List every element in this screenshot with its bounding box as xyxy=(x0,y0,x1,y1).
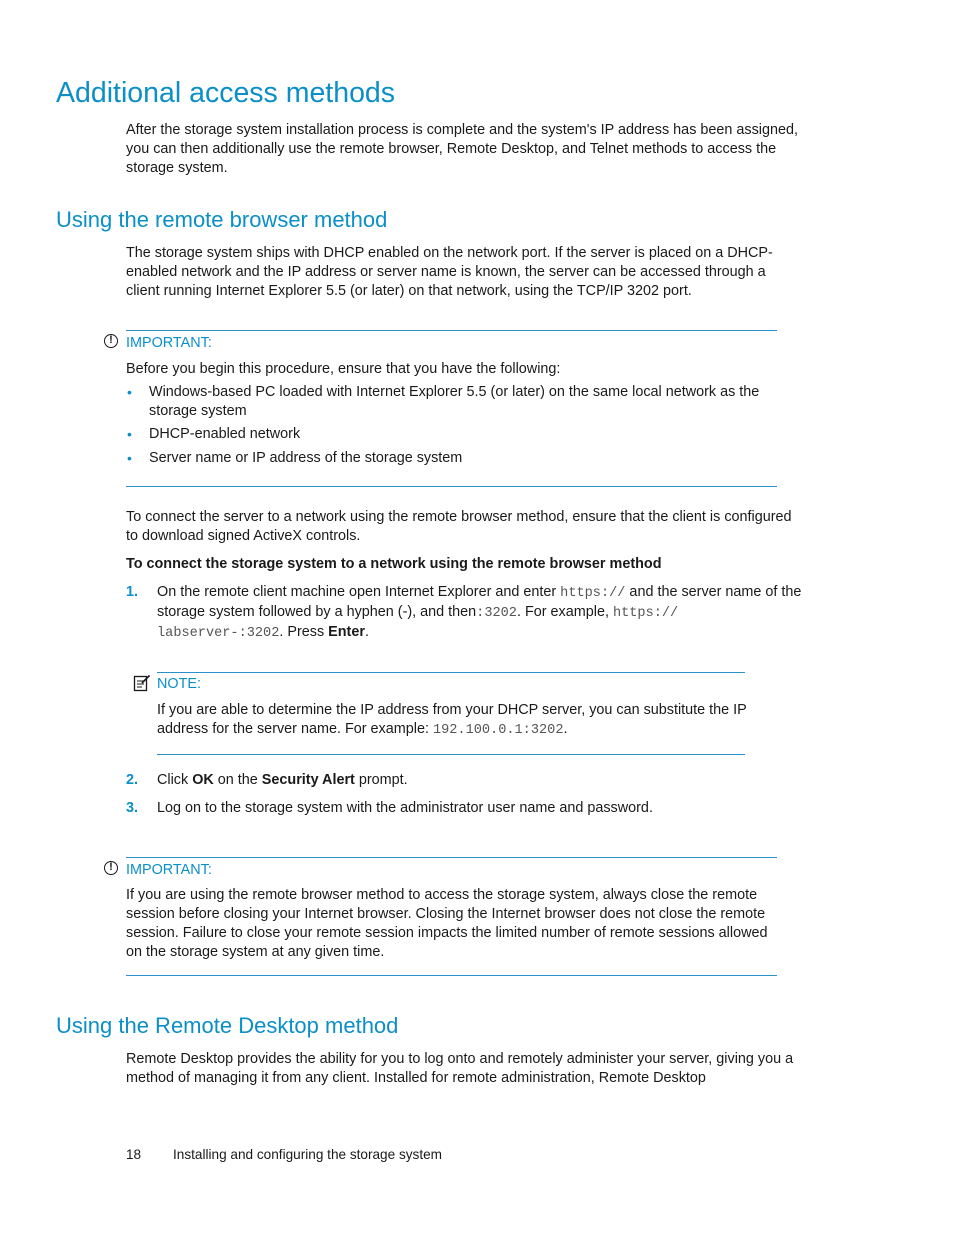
footer-chapter: Installing and configuring the storage system xyxy=(173,1147,443,1162)
important-top-rule xyxy=(126,330,777,331)
important-text: If you are using the remote browser method to access the storage system, always close the remote session before closing your Internet browser. Closing the Internet browser does not close the remote session. Failure to close your remote session impacts the limited number of remote sessions allowed on the storage system at any given time. xyxy=(126,887,768,960)
note-pad-icon xyxy=(133,674,151,692)
remote-browser-paragraph: The storage system ships with DHCP enabled on the network port. If the server is placed on a DHCP-enabled network and the IP address or server name is known, the server can be accessed through a client running Internet Explorer 5.5 (or later) on that network, using the TCP/IP 3202 port. xyxy=(126,245,773,299)
exclamation-circle-icon: ! xyxy=(104,861,118,875)
page-number: 18 xyxy=(126,1147,142,1162)
step-number: 1. xyxy=(126,584,139,600)
step-3-text: Log on to the storage system with the administrator user name and password. xyxy=(157,800,653,816)
connect-paragraph: To connect the server to a network using the remote browser method, ensure that the client is configured to download signed ActiveX controls. xyxy=(126,509,792,544)
bullet-item: DHCP-enabled network xyxy=(149,426,301,442)
step-number: 3. xyxy=(126,800,139,816)
bullet-item: Windows-based PC loaded with Internet Explorer 5.5 (or later) on the same local network as the storage system xyxy=(149,384,760,419)
exclamation-circle-icon: ! xyxy=(104,334,118,348)
note-top-rule xyxy=(157,672,745,673)
note-bottom-rule xyxy=(157,754,745,755)
step-2-text: Click OK on the Security Alert prompt. xyxy=(157,772,408,788)
important-label: IMPORTANT: xyxy=(126,862,212,878)
important-top-rule xyxy=(126,857,777,858)
note-text: If you are able to determine the IP address from your DHCP server, you can substitute the IP address for the server name. For example: 192.100.0.1:3202. xyxy=(157,702,747,738)
section-heading-remote-browser: Using the remote browser method xyxy=(56,207,388,232)
intro-paragraph: After the storage system installation process is complete and the system's IP address has been assigned, you can then additionally use the remote browser, Remote Desktop, and Telnet methods to access the storage system. xyxy=(126,122,798,176)
important-bottom-rule xyxy=(126,975,777,976)
bullet-item: Server name or IP address of the storage system xyxy=(149,450,463,466)
bullet-dot: • xyxy=(127,426,132,442)
note-label: NOTE: xyxy=(157,676,201,692)
procedure-title: To connect the storage system to a network using the remote browser method xyxy=(126,556,662,572)
important-bottom-rule xyxy=(126,486,777,487)
important-label: IMPORTANT: xyxy=(126,335,212,351)
page-title: Additional access methods xyxy=(56,77,396,109)
step-1-text: On the remote client machine open Internet Explorer and enter https:// and the server name of the storage system followed by a hyphen (-), and then:3202. For example, https:// labserver-:3202. Press Enter. xyxy=(157,584,802,641)
section-heading-remote-desktop: Using the Remote Desktop method xyxy=(56,1013,399,1038)
step-number: 2. xyxy=(126,772,139,788)
bullet-dot: • xyxy=(127,384,132,400)
important-lead: Before you begin this procedure, ensure that you have the following: xyxy=(126,361,561,377)
remote-desktop-paragraph: Remote Desktop provides the ability for you to log onto and remotely administer your server, giving you a method of managing it from any client. Installed for remote administration, Remote Desktop xyxy=(126,1051,794,1086)
bullet-dot: • xyxy=(127,450,132,466)
